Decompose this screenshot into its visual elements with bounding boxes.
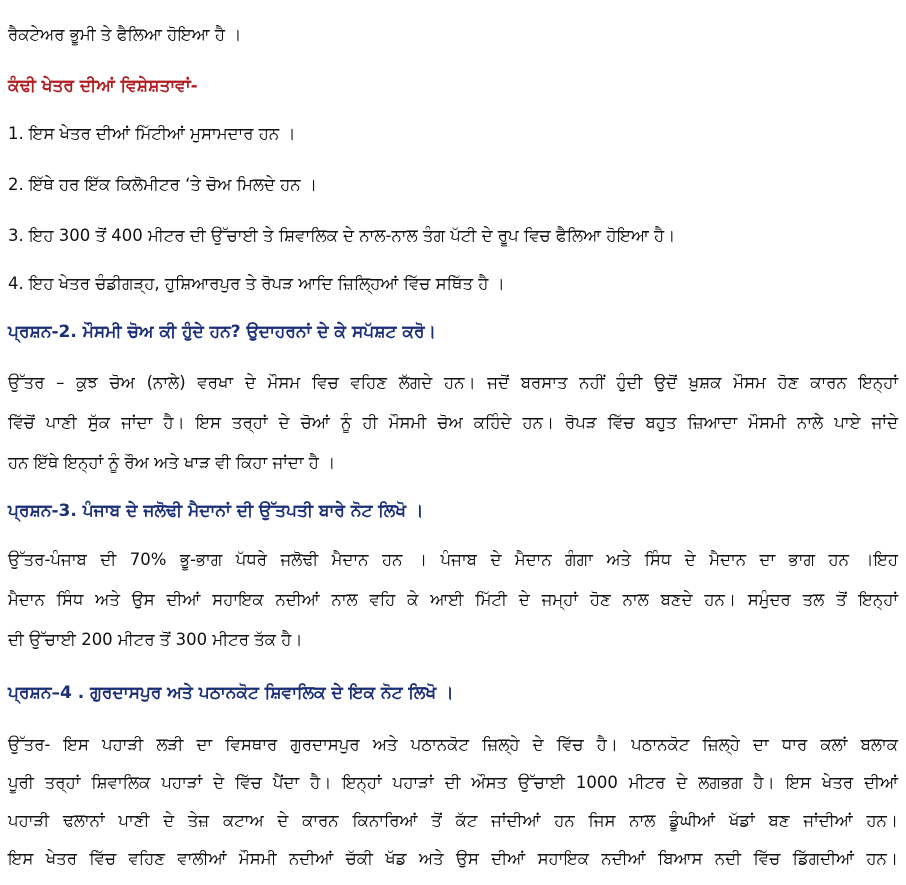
kandi-point-2: 2. ਇੱਥੇ ਹਰ ਇੱਕ ਕਿਲੋਮੀਟਰ ‘ਤੇ ਚੋਅ ਮਿਲਦੇ ਹਨ । — [8, 175, 317, 194]
kandi-point-4: 4. ਇਹ ਖੇਤਰ ਚੰਡੀਗੜ੍ਹ, ਹੁਸ਼ਿਆਰਪੁਰ ਤੇ ਰੋਪੜ ਆਦਿ ਜ਼ਿਲ੍ਹਿਆਂ ਵਿੱਚ ਸਥਿੱਤ ਹੈ । — [8, 274, 505, 293]
q4-answer-line-1: ਉੱਤਰ- ਇਸ ਪਹਾੜੀ ਲੜੀ ਦਾ ਵਿਸਥਾਰ ਗੁਰਦਾਸਪੁਰ ਅਤੇ ਪਠਾਨਕੋਟ ਜ਼ਿਲ੍ਹੇ ਦੇ ਵਿੱਚ ਹੈ। ਪਠਾਨਕੋਟ ਜ਼ਿਲ੍ਹੇ ਦਾ ਧਾਰ ਕਲਾਂ ਬਲਾਕ — [8, 735, 898, 754]
q4-answer-line-3: ਪਹਾੜੀ ਢਲਾਨਾਂ ਪਾਣੀ ਦੇ ਤੇਜ਼ ਕਟਾਅ ਦੇ ਕਾਰਨ ਕਿਨਾਰਿਆਂ ਤੋਂ ਕੱਟ ਜਾਂਦੀਆਂ ਹਨ ਜਿਸ ਨਾਲ ਡੂੰਘੀਆਂ ਖੱਡਾਂ ਬਣ ਜਾਂਦੀਆਂ ਹਨ। — [8, 811, 898, 830]
q2-answer-line-3: ਹਨ ਇੱਥੇ ਇਨ੍ਹਾਂ ਨੂੰ ਰੌਅ ਅਤੇ ਖਾੜ ਵੀ ਕਿਹਾ ਜਾਂਦਾ ਹੈ । — [8, 453, 336, 472]
intro-line: ਰੈਕਟੇਅਰ ਭੂਮੀ ਤੇ ਫੈਲਿਆ ਹੋਇਆ ਹੈ । — [8, 25, 242, 44]
q2-answer-line-2: ਵਿੱਚੋਂ ਪਾਣੀ ਸੁੱਕ ਜਾਂਦਾ ਹੈ। ਇਸ ਤਰ੍ਹਾਂ ਦੇ ਚੋਆਂ ਨੂੰ ਹੀ ਮੌਸਮੀ ਚੋਅ ਕਹਿੰਦੇ ਹਨ। ਰੋਪੜ ਵਿੱਚ ਬਹੁਤ ਜ਼ਿਆਦਾ ਮੌਸਮੀ ਨਾਲੇ ਪਾਏ ਜਾਂਦੇ — [8, 413, 898, 432]
q4-answer-line-2: ਪੂਰੀ ਤਰ੍ਹਾਂ ਸ਼ਿਵਾਲਿਕ ਪਹਾੜਾਂ ਦੇ ਵਿੱਚ ਪੈਂਦਾ ਹੈ। ਇਨ੍ਹਾਂ ਪਹਾੜਾਂ ਦੀ ਔਸਤ ਉੱਚਾਈ 1000 ਮੀਟਰ ਦੇ ਲਗਭਗ ਹੈ। ਇਸ ਖੇਤਰ ਦੀਆਂ — [8, 773, 898, 792]
q3-answer-line-3: ਦੀ ਉੱਚਾਈ 200 ਮੀਟਰ ਤੋਂ 300 ਮੀਟਰ ਤੱਕ ਹੈ। — [8, 630, 303, 649]
q4-heading: ਪ੍ਰਸ਼ਨ–4 . ਗੁਰਦਾਸਪੁਰ ਅਤੇ ਪਠਾਨਕੋਟ ਸ਼ਿਵਾਲਿਕ ਦੇ ਇਕ ਨੋਟ ਲਿਖੋ । — [8, 683, 454, 703]
kandi-point-3: 3. ਇਹ 300 ਤੋਂ 400 ਮੀਟਰ ਦੀ ਉੱਚਾਈ ਤੇ ਸ਼ਿਵਾਲਿਕ ਦੇ ਨਾਲ-ਨਾਲ ਤੰਗ ਪੱਟੀ ਦੇ ਰੂਪ ਵਿਚ ਫੈਲਿਆ ਹੋਇਆ ਹੈ। — [8, 226, 676, 245]
q3-answer-line-2: ਮੈਦਾਨ ਸਿੰਧ ਅਤੇ ਉਸ ਦੀਆਂ ਸਹਾਇਕ ਨਦੀਆਂ ਨਾਲ ਵਹਿ ਕੇ ਆਈ ਮਿੱਟੀ ਦੇ ਜਮ੍ਹਾਂ ਹੋਣ ਨਾਲ ਬਣਦੇ ਹਨ। ਸਮੁੰਦਰ ਤਲ ਤੋਂ ਇਨ੍ਹਾਂ — [8, 590, 898, 609]
q2-heading: ਪ੍ਰਸ਼ਨ-2. ਮੌਸਮੀ ਚੋਅ ਕੀ ਹੁੰਦੇ ਹਨ? ਉਦਾਹਰਨਾਂ ਦੇ ਕੇ ਸਪੱਸ਼ਟ ਕਰੋ। — [8, 322, 436, 342]
q3-answer-line-1: ਉੱਤਰ-ਪੰਜਾਬ ਦੀ 70% ਭੂ-ਭਾਗ ਪੱਧਰੇ ਜਲੋਢੀ ਮੈਦਾਨ ਹਨ । ਪੰਜਾਬ ਦੇ ਮੈਦਾਨ ਗੰਗਾ ਅਤੇ ਸਿੰਧ ਦੇ ਮੈਦਾਨ ਦਾ ਭਾਗ ਹਨ ।ਇਹ — [8, 550, 898, 569]
q4-answer-line-4: ਇਸ ਖੇਤਰ ਵਿੱਚ ਵਹਿਣ ਵਾਲੀਆਂ ਮੌਸਮੀ ਨਦੀਆਂ ਚੱਕੀ ਖੱਡ ਅਤੇ ਉਸ ਦੀਆਂ ਸਹਾਇਕ ਨਦੀਆਂ ਬਿਆਸ ਨਦੀ ਵਿੱਚ ਡਿੱਗਦੀਆਂ ਹਨ। — [8, 849, 898, 868]
q2-answer-line-1: ਉੱਤਰ – ਕੁਝ ਚੋਅ (ਨਾਲੇ) ਵਰਖਾ ਦੇ ਮੌਸਮ ਵਿਚ ਵਹਿਣ ਲੱਗਦੇ ਹਨ। ਜਦੋਂ ਬਰਸਾਤ ਨਹੀਂ ਹੁੰਦੀ ਉਦੋਂ ਖ਼ੁਸ਼ਕ ਮੌਸਮ ਹੋਣ ਕਾਰਨ ਇਨ੍ਹਾਂ — [8, 373, 898, 392]
q3-heading: ਪ੍ਰਸ਼ਨ-3. ਪੰਜਾਬ ਦੇ ਜਲੋਢੀ ਮੈਦਾਨਾਂ ਦੀ ਉੱਤਪਤੀ ਬਾਰੇ ਨੋਟ ਲਿਖੋ । — [8, 501, 424, 521]
kandi-heading: ਕੰਢੀ ਖੇਤਰ ਦੀਆਂ ਵਿਸ਼ੇਸ਼ਤਾਵਾਂ- — [8, 76, 198, 96]
kandi-point-1: 1. ਇਸ ਖੇਤਰ ਦੀਆਂ ਮਿੱਟੀਆਂ ਮੁਸਾਮਦਾਰ ਹਨ । — [8, 124, 296, 143]
